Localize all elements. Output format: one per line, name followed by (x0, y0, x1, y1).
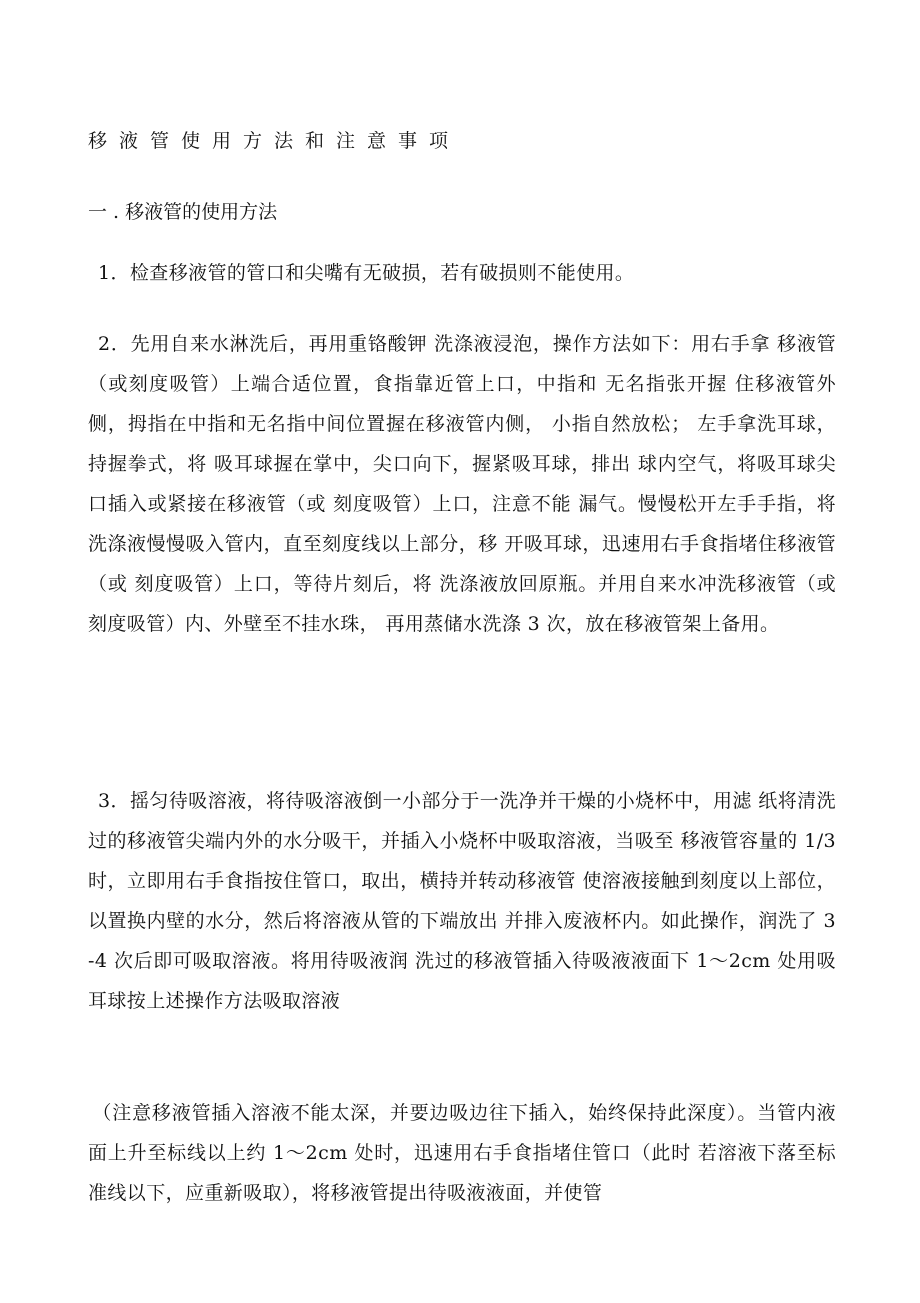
page-title: 移液管使用方法和注意事项 (88, 130, 461, 152)
paragraph-step-1 (88, 253, 836, 293)
paragraph-text: 3．摇匀待吸溶液，将待吸溶液倒一小部分于一洗净并干燥的小烧杯中，用滤 纸将清洗过的移液管尖端内外的水分吸干，并插入小烧杯中吸取溶液，当吸至 移液管容量的 1/3 时，立即用右手食指按住管口，取出，横持并转动移液管 使溶液接触到刻度以上部位，以置换内壁的水分，然后将溶液从管的下端放出 并排入废液杯内。如此操作，润洗了 3-4 次后即可吸取溶液。将用待吸液润 洗过的移液管插入待吸液液面下 1～2cm 处用吸耳球按上述操作方法吸取溶液 (88, 790, 836, 1012)
paragraph-step-2 (88, 324, 836, 644)
paragraph-text: 2．先用自来水淋洗后，再用重铬酸钾 洗涤液浸泡，操作方法如下：用右手拿 移液管（或刻度吸管）上端合适位置，食指靠近管上口，中指和 无名指张开握 住移液管外侧，拇指在中指和无名指中间位置握在移液管内侧， 小指自然放松； 左手拿洗耳球，持握拳式，将 吸耳球握在掌中，尖口向下，握紧吸耳球，排出 球内空气，将吸耳球尖口插入或紧接在移液管（或 刻度吸管）上口，注意不能 漏气。慢慢松开左手手指，将洗涤液慢慢吸入管内，直至刻度线以上部分，移 开吸耳球，迅速用右手食指堵住移液管（或 刻度吸管）上口，等待片刻后，将 洗涤液放回原瓶。并用自来水冲洗移液管（或刻度吸管）内、外壁至不挂水珠， 再用蒸储水洗涤 3 次，放在移液管架上备用。 (88, 333, 836, 635)
paragraph-step-3 (88, 781, 836, 1021)
paragraph-step-3-continued (88, 1093, 836, 1213)
paragraph-text: （注意移液管插入溶液不能太深，并要边吸边往下插入，始终保持此深度）。当管内液面上升至标线以上约 1～2cm 处时，迅速用右手食指堵住管口（此时 若溶液下落至标准线以下，应重新吸取），将移液管提出待吸液液面，并使管 (88, 1102, 836, 1204)
paragraph-text: 1．检查移液管的管口和尖嘴有无破损，若有破损则不能使用。 (98, 262, 635, 284)
section-heading: 一 . 移液管的使用方法 (88, 201, 278, 223)
